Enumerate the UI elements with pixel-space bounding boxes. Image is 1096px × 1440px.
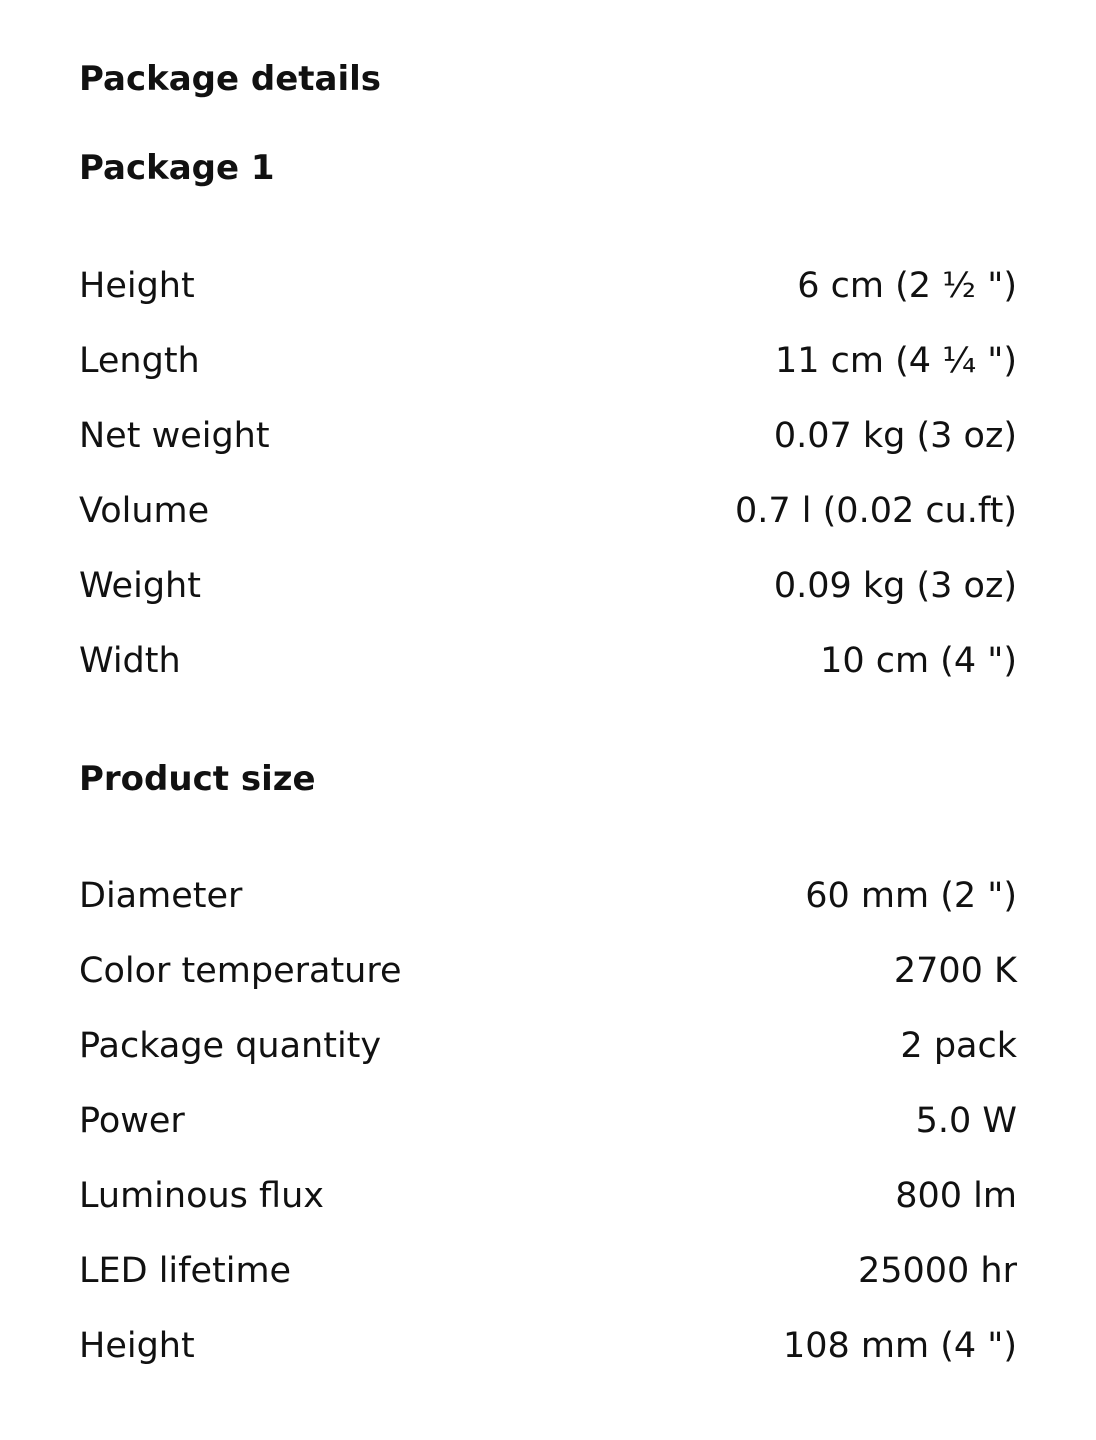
spec-value: 800 lm — [895, 1175, 1017, 1216]
spec-label: Width — [79, 640, 181, 681]
spec-value: 60 mm (2 ") — [805, 875, 1017, 916]
section-heading-product-size: Product size — [79, 759, 316, 799]
spec-row-luminous-flux — [79, 1158, 1017, 1233]
spec-row-net-weight — [79, 398, 1017, 473]
page-title: Package details — [79, 59, 382, 99]
spec-value: 11 cm (4 ¼ ") — [775, 340, 1017, 381]
spec-label: Diameter — [79, 875, 243, 916]
spec-value: 10 cm (4 ") — [820, 640, 1017, 681]
spec-label: Color temperature — [79, 950, 402, 991]
spec-row-power — [79, 1083, 1017, 1158]
spec-row-length — [79, 323, 1017, 398]
package-1-list — [79, 248, 1017, 698]
spec-row-diameter — [79, 858, 1017, 933]
spec-row-weight — [79, 548, 1017, 623]
spec-label: LED lifetime — [79, 1250, 292, 1291]
spec-label: Weight — [79, 565, 201, 606]
spec-row-product-height — [79, 1308, 1017, 1383]
spec-row-led-lifetime — [79, 1233, 1017, 1308]
spec-value: 2700 K — [893, 950, 1017, 991]
spec-row-width — [79, 623, 1017, 698]
spec-value: 5.0 W — [915, 1100, 1017, 1141]
spec-value: 2 pack — [900, 1025, 1017, 1066]
spec-value: 0.07 kg (3 oz) — [773, 415, 1017, 456]
spec-label: Height — [79, 265, 195, 306]
spec-label: Package quantity — [79, 1025, 382, 1066]
spec-label: Height — [79, 1325, 195, 1366]
product-size-list — [79, 858, 1017, 1383]
spec-value: 108 mm (4 ") — [782, 1325, 1017, 1366]
spec-value: 0.09 kg (3 oz) — [773, 565, 1017, 606]
spec-value: 25000 hr — [857, 1250, 1017, 1291]
spec-value: 6 cm (2 ½ ") — [797, 265, 1017, 306]
spec-label: Length — [79, 340, 200, 381]
spec-value: 0.7 l (0.02 cu.ft) — [735, 490, 1017, 531]
spec-label: Power — [79, 1100, 185, 1141]
section-heading-package-1: Package 1 — [79, 148, 275, 188]
spec-row-height — [79, 248, 1017, 323]
spec-row-package-quantity — [79, 1008, 1017, 1083]
spec-row-volume — [79, 473, 1017, 548]
spec-label: Net weight — [79, 415, 270, 456]
spec-label: Volume — [79, 490, 210, 531]
spec-label: Luminous flux — [79, 1175, 324, 1216]
spec-row-color-temperature — [79, 933, 1017, 1008]
